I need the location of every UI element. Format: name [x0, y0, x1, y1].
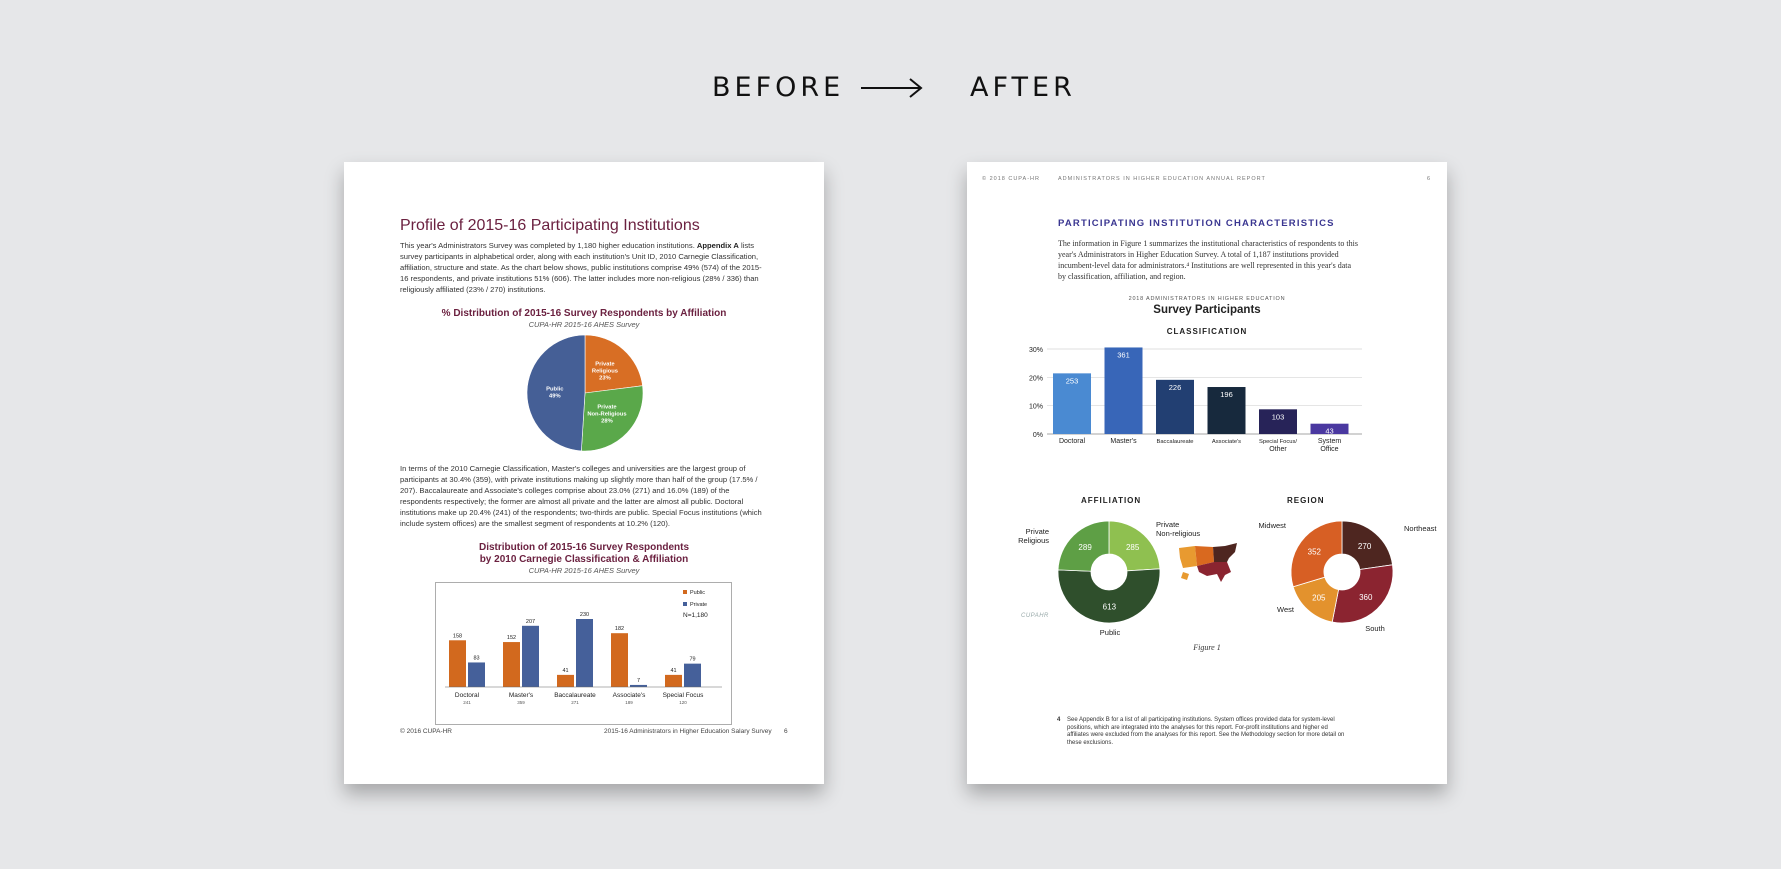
donut-category-label: West	[1277, 605, 1294, 614]
figure-caption: Figure 1	[1193, 643, 1221, 652]
bar	[522, 626, 539, 687]
category-total: 271	[571, 700, 579, 705]
bar-chart-title-line1: Distribution of 2015-16 Survey Respondents	[478, 542, 690, 553]
after-page	[967, 162, 1447, 784]
bar-value-label: 207	[525, 618, 536, 625]
category-label: Special Focus	[662, 692, 704, 699]
bar	[684, 664, 701, 687]
cupahr-logo: CUPAHR	[1021, 613, 1049, 619]
category-total: 189	[625, 700, 633, 705]
legend-label: Private	[690, 602, 708, 608]
region-title: REGION	[1287, 496, 1325, 505]
donut-category-label: Private	[1156, 520, 1180, 529]
pie-label: Public	[546, 386, 564, 393]
map-region-west	[1179, 546, 1197, 568]
donut-value-label: 352	[1307, 547, 1321, 557]
right-arrow-icon	[860, 76, 924, 100]
bar	[1105, 347, 1143, 434]
bar-value-label: 158	[452, 633, 463, 640]
bar	[611, 633, 628, 687]
classification-title: CLASSIFICATION	[1166, 327, 1248, 336]
footnote: 4 See Appendix B for a list of all participating institutions. System offices provided data for system-level positions, which are integrated into the analyses for this report. For-profit institutions and higher ed affiliates were excluded from the analyses for this report. See the Methodology section for more detail on these exclusions.	[1057, 717, 1345, 746]
donut-category-label: South	[1365, 624, 1385, 633]
bar	[449, 640, 466, 687]
header-report-title: ADMINISTRATORS IN HIGHER EDUCATION ANNUAL REPORT	[1058, 176, 1266, 182]
bar-value-label: 230	[579, 612, 590, 618]
map-region-south	[1197, 562, 1231, 582]
category-label: Doctoral	[454, 692, 480, 699]
category-label: Baccalaureate	[554, 692, 596, 699]
bar-value-label: 7	[636, 677, 641, 684]
legend-swatch	[683, 590, 687, 594]
category-label: Special Focus/	[1258, 439, 1298, 445]
donut-category-label: Non-religious	[1156, 529, 1201, 538]
bar-value-label: 253	[1065, 376, 1079, 386]
category-label: Doctoral	[1058, 438, 1086, 445]
category-total: 359	[517, 700, 525, 705]
classification-bar-chart	[1017, 339, 1367, 465]
y-tick-label: 30%	[1028, 347, 1043, 354]
bar-value-label: 182	[614, 626, 625, 633]
category-total: 120	[679, 700, 687, 705]
pie-label: Non-Religious	[587, 411, 627, 418]
pie-label: 28%	[601, 418, 613, 425]
header-page-number: 6	[1427, 176, 1432, 182]
donut-value-label: 270	[1357, 541, 1372, 551]
bar	[665, 675, 682, 687]
bar-chart-subtitle: CUPA-HR 2015-16 AHES Survey	[528, 566, 640, 575]
bar	[576, 619, 593, 687]
pie-label: Religious	[591, 368, 618, 375]
affiliation-pie-chart	[524, 332, 646, 454]
y-tick-label: 0%	[1032, 432, 1043, 439]
donut-category-label: Midwest	[1258, 521, 1286, 530]
map-region-northeast	[1213, 543, 1237, 562]
category-total: 241	[463, 700, 471, 705]
section-paragraph: The information in Figure 1 summarizes the institutional characteristics of respondents to this year's Administrators in Higher Education Survey. A total of 1,187 institutions provided incumbent-level data for administrators.⁴ Institutions are well represented in this year's data by classification, affiliation, and region.	[1058, 239, 1358, 281]
page-title: Profile of 2015-16 Participating Institutions	[400, 217, 700, 234]
bar-value-label: 152	[506, 635, 517, 642]
legend-swatch	[683, 602, 687, 606]
bar-value-label: 41	[562, 667, 569, 674]
affiliation-title: AFFILIATION	[1081, 496, 1142, 505]
footer-copyright: © 2016 CUPA-HR	[400, 728, 452, 735]
us-region-map-icon	[1177, 542, 1239, 584]
chart-kicker: 2018 ADMINISTRATORS IN HIGHER EDUCATION	[1128, 296, 1286, 302]
carnegie-paragraph: In terms of the 2010 Carnegie Classification, Master's colleges and universities are the largest group of participants at 30.4% (359), with private institutions making up slightly more than half of the group (17.5% / 207). Baccalaureate and Associate's colleges comprise about 23.0% (271) and 16.0% (189) of the respondents respectively; the former are almost all private and the latter are almost all public. Doctoral institutions make up 20.4% (241) of the respondents; two-thirds are public. Special Focus institutions (which include system offices) are the smallest segment of respondents at 10.2% (120).	[400, 464, 762, 528]
donut-category-label: Public	[1099, 628, 1121, 637]
category-label: System	[1317, 438, 1342, 445]
legend-label: Public	[690, 590, 705, 596]
category-label: Master's	[508, 692, 534, 699]
bar	[503, 642, 520, 687]
category-label: Office	[1320, 446, 1339, 453]
bar-value-label: 361	[1117, 350, 1130, 360]
donut-value-label: 613	[1102, 602, 1117, 612]
n-label: N=1,180	[683, 612, 708, 619]
page-number: 6	[784, 728, 788, 735]
after-label: AFTER	[970, 72, 1076, 103]
bar-value-label: 83	[473, 655, 480, 662]
chart-title: Survey Participants	[1153, 304, 1261, 316]
header-copyright: © 2018 CUPA-HR	[982, 176, 1040, 182]
intro-paragraph: This year's Administrators Survey was completed by 1,180 higher education institutions. Appendix A lists survey participants in alphabetical order, along with each institution's Unit ID, 2010 Carnegie Classification, affiliation, structure and state. As the chart below shows, public institutions comprise 49% (574) of the 2015-16 respondents, and private institutions 51% (606). The latter includes more non-religious (28% / 336) than religiously affiliated (23% / 270) institutions.	[400, 241, 762, 294]
before-label: BEFORE	[712, 72, 845, 103]
donut-category-label: Private	[1025, 527, 1049, 536]
pie-chart-title: % Distribution of 2015-16 Survey Respondents by Affiliation	[441, 308, 727, 319]
donut-segment	[1058, 569, 1160, 623]
section-title: PARTICIPATING INSTITUTION CHARACTERISTICS	[1058, 218, 1335, 229]
region-donut-chart	[1237, 507, 1437, 637]
bar	[630, 685, 647, 687]
map-region-alaska	[1181, 572, 1189, 580]
bar-value-label: 196	[1220, 390, 1233, 400]
y-tick-label: 10%	[1028, 403, 1043, 411]
bar	[557, 675, 574, 687]
bar	[468, 662, 485, 687]
carnegie-bar-chart	[435, 582, 732, 725]
category-label: Master's	[1110, 438, 1137, 445]
donut-value-label: 360	[1359, 593, 1373, 603]
y-tick-label: 20%	[1028, 375, 1043, 383]
pie-label: 23%	[599, 375, 611, 382]
category-label: Baccalaureate	[1156, 439, 1194, 445]
pie-label: Private	[597, 404, 617, 411]
category-label: Associate's	[612, 692, 646, 699]
bar-value-label: 79	[689, 656, 696, 663]
bar-value-label: 103	[1271, 412, 1285, 422]
bar-chart-title-line2: by 2010 Carnegie Classification & Affiliation	[479, 554, 689, 565]
pie-label: Private	[595, 361, 615, 368]
donut-category-label: Religious	[1018, 536, 1049, 545]
footer-title: 2015-16 Administrators in Higher Education Salary Survey	[604, 728, 772, 735]
pie-label: 49%	[549, 393, 561, 400]
category-label: Other	[1269, 446, 1287, 453]
bar-value-label: 43	[1325, 426, 1334, 436]
pie-chart-subtitle: CUPA-HR 2015-16 AHES Survey	[528, 320, 640, 329]
donut-value-label: 289	[1078, 543, 1092, 553]
before-page	[344, 162, 824, 784]
bar-value-label: 226	[1168, 382, 1182, 392]
donut-value-label: 205	[1312, 593, 1326, 603]
bar-value-label: 41	[670, 667, 677, 674]
category-label: Associate's	[1211, 439, 1242, 445]
donut-category-label: Northeast	[1404, 524, 1437, 533]
donut-value-label: 285	[1125, 542, 1140, 552]
